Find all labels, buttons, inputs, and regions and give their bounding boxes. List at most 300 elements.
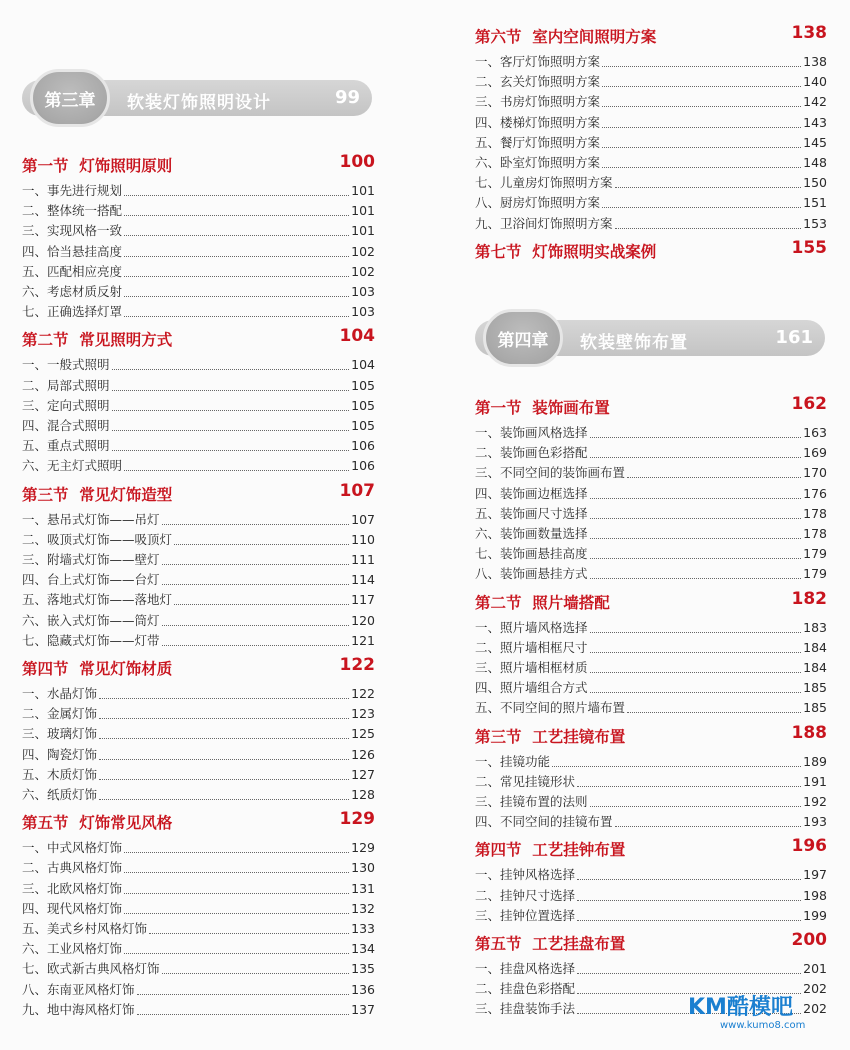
toc-entry-page: 114 <box>351 572 375 588</box>
toc-entry-title: 二、局部式照明 <box>22 377 110 393</box>
toc-entry-page: 183 <box>803 619 827 635</box>
toc-entry-title: 二、挂盘色彩搭配 <box>475 981 576 997</box>
dot-leader <box>602 147 801 148</box>
toc-entry-title: 六、装饰画数量选择 <box>475 526 588 541</box>
section-title: 第一节 灯饰照明原则 <box>22 157 173 175</box>
toc-entry-title: 五、木质灯饰 <box>22 766 98 782</box>
section-page: 100 <box>339 152 375 172</box>
dot-leader <box>124 852 349 853</box>
dot-leader <box>577 900 801 901</box>
toc-entry-page: 125 <box>351 726 375 742</box>
toc-entry-title: 二、照片墙相框尺寸 <box>475 639 588 655</box>
section-page: 155 <box>791 237 827 258</box>
dot-leader <box>590 632 802 633</box>
toc-entry-page: 128 <box>351 787 375 802</box>
toc-entry-title: 二、金属灯饰 <box>22 706 98 722</box>
dot-leader <box>112 369 350 370</box>
toc-entry-page: 132 <box>351 900 375 916</box>
toc-entry <box>475 50 827 70</box>
toc-entry-page: 163 <box>803 425 827 440</box>
toc-entry <box>22 394 375 414</box>
dot-leader <box>99 759 349 760</box>
dot-leader <box>602 86 801 87</box>
toc-entry <box>22 682 375 702</box>
toc-entry <box>475 502 827 522</box>
section-page: 196 <box>791 836 827 857</box>
dot-leader <box>577 920 801 921</box>
chapter-page: 99 <box>334 87 360 108</box>
toc-entry-title: 五、不同空间的照片墙布置 <box>475 700 626 716</box>
section-title: 第四节 常见灯饰材质 <box>22 660 173 678</box>
dot-leader <box>124 296 349 297</box>
toc-entry <box>22 260 375 280</box>
dot-leader <box>590 437 802 438</box>
dot-leader <box>162 524 350 525</box>
toc-entry <box>475 676 827 696</box>
toc-entry-page: 191 <box>803 773 827 789</box>
toc-entry-page: 189 <box>803 753 827 769</box>
dot-leader <box>124 316 349 317</box>
dot-leader <box>124 215 349 216</box>
dot-leader <box>590 457 802 458</box>
toc-entry-title: 六、工业风格灯饰 <box>22 941 123 957</box>
section-heading <box>22 657 375 679</box>
dot-leader <box>99 799 349 800</box>
toc-entry-title: 二、挂钟尺寸选择 <box>475 887 576 903</box>
chapter-banner <box>475 320 825 360</box>
toc-entry-page: 169 <box>803 445 827 461</box>
toc-entry-page: 103 <box>351 284 375 299</box>
toc-entry <box>22 240 375 260</box>
toc-entry-title: 三、挂镜布置的法则 <box>475 794 588 809</box>
toc-entry-title: 一、一般式照明 <box>22 357 110 373</box>
dot-leader <box>99 698 349 699</box>
dot-leader <box>174 604 349 605</box>
toc-entry-title: 七、儿童房灯饰照明方案 <box>475 175 613 191</box>
section-title: 第三节 常见灯饰造型 <box>22 485 173 504</box>
section-title: 第五节 灯饰常见风格 <box>22 814 173 833</box>
toc-entry-page: 106 <box>351 438 375 454</box>
section-title: 第一节 装饰画布置 <box>475 399 610 417</box>
toc-entry-title: 五、装饰画尺寸选择 <box>475 505 588 521</box>
toc-entry <box>475 810 827 830</box>
toc-entry-page: 122 <box>351 686 375 701</box>
toc-entry-page: 126 <box>351 746 375 762</box>
toc-entry-page: 184 <box>803 639 827 655</box>
dot-leader <box>602 66 801 67</box>
toc-entry <box>475 884 827 904</box>
dot-leader <box>99 718 349 719</box>
dot-leader <box>124 893 349 894</box>
dot-leader <box>162 625 350 626</box>
toc-entry-page: 121 <box>351 632 375 648</box>
chapter-title: 软装壁饰布置 <box>580 333 688 353</box>
toc-entry-page: 135 <box>351 961 375 977</box>
toc-entry <box>22 588 375 608</box>
watermark-text: KM酷模吧 <box>688 995 793 1020</box>
toc-entry-title: 一、悬吊式灯饰——吊灯 <box>22 511 160 527</box>
toc-entry-title: 三、挂钟位置选择 <box>475 907 576 923</box>
toc-entry <box>475 957 827 977</box>
dot-leader <box>590 692 802 693</box>
toc-entry <box>22 374 375 394</box>
dot-leader <box>137 994 350 995</box>
toc-entry-page: 184 <box>803 660 827 675</box>
toc-entry-title: 二、吸顶式灯饰——吸顶灯 <box>22 531 173 547</box>
dot-leader <box>577 879 801 880</box>
toc-entry <box>22 528 375 548</box>
toc-entry-title: 三、实现风格一致 <box>22 223 123 239</box>
toc-entry-title: 一、水晶灯饰 <box>22 686 98 701</box>
toc-entry-page: 142 <box>803 94 827 110</box>
toc-entry-title: 一、照片墙风格选择 <box>475 619 588 635</box>
toc-entry-title: 四、混合式照明 <box>22 418 110 433</box>
section-heading <box>475 722 827 747</box>
section-page: 122 <box>339 655 375 675</box>
dot-leader <box>602 167 801 168</box>
toc-entry <box>475 482 827 502</box>
toc-entry-page: 111 <box>351 552 375 567</box>
chapter-badge: 第四章 <box>483 309 563 367</box>
dot-leader <box>124 235 349 236</box>
toc-entry-page: 153 <box>803 215 827 231</box>
toc-entry <box>22 722 375 742</box>
toc-entry-title: 一、客厅灯饰照明方案 <box>475 54 601 69</box>
toc-entry-page: 176 <box>803 485 827 501</box>
dot-leader <box>124 276 349 277</box>
section-page: 129 <box>339 809 375 830</box>
dot-leader <box>162 564 350 565</box>
toc-entry-page: 130 <box>351 860 375 876</box>
toc-entry-page: 106 <box>351 458 375 474</box>
toc-entry-title: 三、定向式照明 <box>22 397 110 413</box>
toc-entry-title: 五、美式乡村风格灯饰 <box>22 921 148 936</box>
toc-entry <box>475 863 827 883</box>
toc-entry <box>475 70 827 90</box>
toc-entry-title: 四、不同空间的挂镜布置 <box>475 814 613 830</box>
toc-entry-page: 102 <box>351 243 375 259</box>
dot-leader <box>99 779 349 780</box>
section-heading <box>475 838 827 860</box>
toc-entry-title: 二、整体统一搭配 <box>22 203 123 219</box>
toc-entry <box>475 90 827 110</box>
dot-leader <box>577 973 801 974</box>
toc-entry <box>22 629 375 649</box>
toc-entry-title: 七、欧式新古典风格灯饰 <box>22 961 160 977</box>
dot-leader <box>602 106 801 107</box>
toc-entry-page: 131 <box>351 880 375 896</box>
toc-entry-page: 101 <box>351 183 375 198</box>
toc-entry-title: 四、照片墙组合方式 <box>475 680 588 696</box>
toc-entry-page: 134 <box>351 941 375 957</box>
toc-entry-title: 六、卧室灯饰照明方案 <box>475 155 601 170</box>
toc-entry-title: 三、书房灯饰照明方案 <box>475 94 601 110</box>
toc-entry-title: 九、地中海风格灯饰 <box>22 1001 135 1017</box>
dot-leader <box>124 195 349 196</box>
section-page: 104 <box>339 326 375 347</box>
dot-leader <box>590 578 802 579</box>
toc-entry <box>475 542 827 562</box>
section-page: 188 <box>791 722 827 743</box>
chapter-banner <box>22 80 372 120</box>
toc-entry-title: 三、挂盘装饰手法 <box>475 1001 576 1017</box>
section-heading <box>475 25 827 47</box>
toc-entry-page: 143 <box>803 114 827 130</box>
toc-entry-page: 136 <box>351 981 375 997</box>
toc-entry-title: 二、玄关灯饰照明方案 <box>475 74 601 90</box>
toc-entry-page: 179 <box>803 566 827 582</box>
toc-entry-title: 四、楼梯灯饰照明方案 <box>475 114 601 130</box>
dot-leader <box>590 498 802 499</box>
toc-entry-page: 107 <box>351 511 375 527</box>
section-heading <box>475 932 827 954</box>
toc-entry <box>475 790 827 810</box>
toc-entry <box>22 763 375 783</box>
dot-leader <box>162 584 350 585</box>
section-heading <box>475 237 827 262</box>
toc-entry <box>22 937 375 957</box>
toc-entry <box>475 111 827 131</box>
section-title: 第六节 室内空间照明方案 <box>475 28 657 46</box>
toc-entry <box>475 151 827 171</box>
dot-leader <box>590 672 802 673</box>
toc-entry <box>475 616 827 636</box>
toc-entry-page: 150 <box>803 175 827 191</box>
toc-entry-title: 四、装饰画边框选择 <box>475 485 588 501</box>
toc-entry-title: 四、现代风格灯饰 <box>22 900 123 916</box>
toc-entry-title: 一、挂镜功能 <box>475 753 551 769</box>
dot-leader <box>627 712 801 713</box>
toc-entry-page: 178 <box>803 526 827 541</box>
toc-entry <box>475 770 827 790</box>
toc-entry <box>22 978 375 998</box>
section-title: 第四节 工艺挂钟布置 <box>475 841 626 860</box>
toc-entry <box>22 414 375 434</box>
toc-entry-page: 138 <box>803 54 827 69</box>
section-title: 第三节 工艺挂镜布置 <box>475 727 626 746</box>
toc-entry <box>475 421 827 441</box>
chapter-badge: 第三章 <box>30 69 110 127</box>
dot-leader <box>577 786 801 787</box>
toc-entry <box>22 300 375 320</box>
dot-leader <box>99 738 349 739</box>
toc-entry-title: 七、正确选择灯罩 <box>22 304 123 320</box>
dot-leader <box>590 538 802 539</box>
toc-entry-page: 123 <box>351 706 375 722</box>
toc-entry <box>475 522 827 542</box>
section-page: 200 <box>791 930 827 950</box>
toc-entry-title: 八、装饰画悬挂方式 <box>475 566 588 582</box>
toc-entry <box>22 998 375 1018</box>
toc-entry-page: 140 <box>803 74 827 90</box>
toc-entry-page: 202 <box>803 1001 827 1017</box>
toc-entry-title: 二、古典风格灯饰 <box>22 860 123 876</box>
section-page: 138 <box>791 23 827 43</box>
dot-leader <box>174 544 349 545</box>
toc-entry <box>22 199 375 219</box>
toc-entry <box>22 609 375 629</box>
toc-entry <box>475 696 827 716</box>
toc-entry <box>22 280 375 300</box>
section-title: 第二节 常见照明方式 <box>22 331 173 350</box>
toc-entry-page: 101 <box>351 203 375 219</box>
dot-leader <box>590 652 802 653</box>
dot-leader <box>149 933 349 934</box>
toc-entry <box>22 917 375 937</box>
toc-entry-page: 185 <box>803 700 827 716</box>
toc-entry <box>475 171 827 191</box>
section-page: 182 <box>791 588 827 609</box>
dot-leader <box>602 207 801 208</box>
toc-entry <box>475 750 827 770</box>
toc-entry <box>475 212 827 232</box>
dot-leader <box>602 127 801 128</box>
section-heading <box>22 154 375 176</box>
dot-leader <box>627 477 801 478</box>
toc-entry-title: 四、陶瓷灯饰 <box>22 746 98 762</box>
watermark-url: www.kumo8.com <box>720 1020 806 1031</box>
dot-leader <box>112 450 350 451</box>
dot-leader <box>552 766 801 767</box>
toc-entry-page: 201 <box>803 961 827 976</box>
toc-entry-page: 202 <box>803 981 827 997</box>
toc-entry-page: 127 <box>351 766 375 782</box>
toc-entry <box>22 454 375 474</box>
section-heading <box>475 396 827 418</box>
toc-entry-title: 一、中式风格灯饰 <box>22 840 123 856</box>
toc-entry <box>475 904 827 924</box>
toc-entry <box>22 434 375 454</box>
toc-entry-title: 九、卫浴间灯饰照明方案 <box>475 215 613 231</box>
toc-entry-title: 三、附墙式灯饰——壁灯 <box>22 552 160 567</box>
toc-entry-page: 103 <box>351 304 375 320</box>
toc-entry-title: 一、挂盘风格选择 <box>475 961 576 976</box>
dot-leader <box>124 872 349 873</box>
toc-entry-title: 二、装饰画色彩搭配 <box>475 445 588 461</box>
dot-leader <box>162 973 350 974</box>
dot-leader <box>124 913 349 914</box>
toc-entry-page: 110 <box>351 531 375 547</box>
toc-entry <box>22 856 375 876</box>
toc-entry <box>22 877 375 897</box>
toc-entry-title: 四、恰当悬挂高度 <box>22 243 123 259</box>
toc-entry-page: 197 <box>803 867 827 883</box>
toc-entry-page: 193 <box>803 814 827 830</box>
toc-entry <box>22 743 375 763</box>
toc-entry <box>22 702 375 722</box>
toc-entry <box>22 957 375 977</box>
toc-entry <box>22 548 375 568</box>
toc-entry <box>475 441 827 461</box>
toc-entry-title: 一、事先进行规划 <box>22 183 123 198</box>
toc-entry-title: 四、台上式灯饰——台灯 <box>22 572 160 588</box>
toc-entry-title: 八、厨房灯饰照明方案 <box>475 195 601 211</box>
toc-entry-page: 179 <box>803 546 827 562</box>
dot-leader <box>112 410 350 411</box>
toc-entry-page: 192 <box>803 794 827 809</box>
toc-entry-page: 185 <box>803 680 827 696</box>
toc-entry <box>475 191 827 211</box>
dot-leader <box>590 518 802 519</box>
toc-entry-page: 102 <box>351 263 375 279</box>
section-title: 第七节 灯饰照明实战案例 <box>475 242 657 261</box>
dot-leader <box>124 470 349 471</box>
toc-entry-page: 105 <box>351 397 375 413</box>
toc-entry <box>22 219 375 239</box>
section-title: 第二节 照片墙搭配 <box>475 593 610 612</box>
toc-entry-page: 137 <box>351 1001 375 1017</box>
toc-entry-title: 三、玻璃灯饰 <box>22 726 98 742</box>
toc-entry-page: 129 <box>351 840 375 856</box>
section-title: 第五节 工艺挂盘布置 <box>475 935 626 953</box>
toc-entry-title: 六、考虑材质反射 <box>22 284 123 299</box>
toc-entry-title: 一、挂钟风格选择 <box>475 867 576 883</box>
toc-entry-title: 五、重点式照明 <box>22 438 110 454</box>
toc-entry-title: 七、隐藏式灯饰——灯带 <box>22 632 160 648</box>
toc-entry-page: 133 <box>351 921 375 936</box>
dot-leader <box>590 558 802 559</box>
toc-entry-title: 五、餐厅灯饰照明方案 <box>475 134 601 150</box>
dot-leader <box>112 430 350 431</box>
toc-entry-title: 三、照片墙相框材质 <box>475 660 588 675</box>
toc-entry-title: 五、落地式灯饰——落地灯 <box>22 592 173 608</box>
toc-entry-page: 105 <box>351 377 375 393</box>
toc-entry <box>22 783 375 803</box>
toc-entry <box>22 897 375 917</box>
toc-entry <box>475 461 827 481</box>
dot-leader <box>590 806 802 807</box>
dot-leader <box>137 1014 350 1015</box>
toc-entry-page: 104 <box>351 357 375 373</box>
dot-leader <box>112 390 350 391</box>
section-heading <box>475 588 827 613</box>
toc-entry <box>475 131 827 151</box>
watermark-logo <box>688 990 818 1040</box>
dot-leader <box>615 187 802 188</box>
toc-entry <box>475 562 827 582</box>
dot-leader <box>124 256 349 257</box>
toc-entry <box>22 179 375 199</box>
toc-entry <box>22 508 375 528</box>
toc-entry <box>22 568 375 588</box>
toc-entry-page: 151 <box>803 195 827 211</box>
section-heading <box>22 811 375 833</box>
chapter-title: 软装灯饰照明设计 <box>127 93 271 113</box>
dot-leader <box>615 826 802 827</box>
toc-entry-title: 六、纸质灯饰 <box>22 787 98 802</box>
toc-entry-title: 一、装饰画风格选择 <box>475 425 588 440</box>
toc-entry-page: 117 <box>351 592 375 608</box>
section-heading <box>22 328 375 350</box>
dot-leader <box>162 645 350 646</box>
toc-entry-title: 五、匹配相应亮度 <box>22 263 123 279</box>
toc-entry-title: 三、北欧风格灯饰 <box>22 880 123 896</box>
section-page: 162 <box>791 394 827 414</box>
toc-entry-title: 二、常见挂镜形状 <box>475 773 576 789</box>
toc-entry <box>22 353 375 373</box>
dot-leader <box>124 953 349 954</box>
toc-entry <box>22 836 375 856</box>
toc-entry-page: 105 <box>351 418 375 433</box>
toc-entry-page: 120 <box>351 612 375 628</box>
toc-entry-page: 170 <box>803 465 827 481</box>
section-heading <box>22 480 375 505</box>
section-page: 107 <box>339 480 375 501</box>
dot-leader <box>615 228 802 229</box>
toc-entry <box>475 656 827 676</box>
toc-entry-page: 148 <box>803 155 827 170</box>
toc-entry-title: 七、装饰画悬挂高度 <box>475 546 588 562</box>
